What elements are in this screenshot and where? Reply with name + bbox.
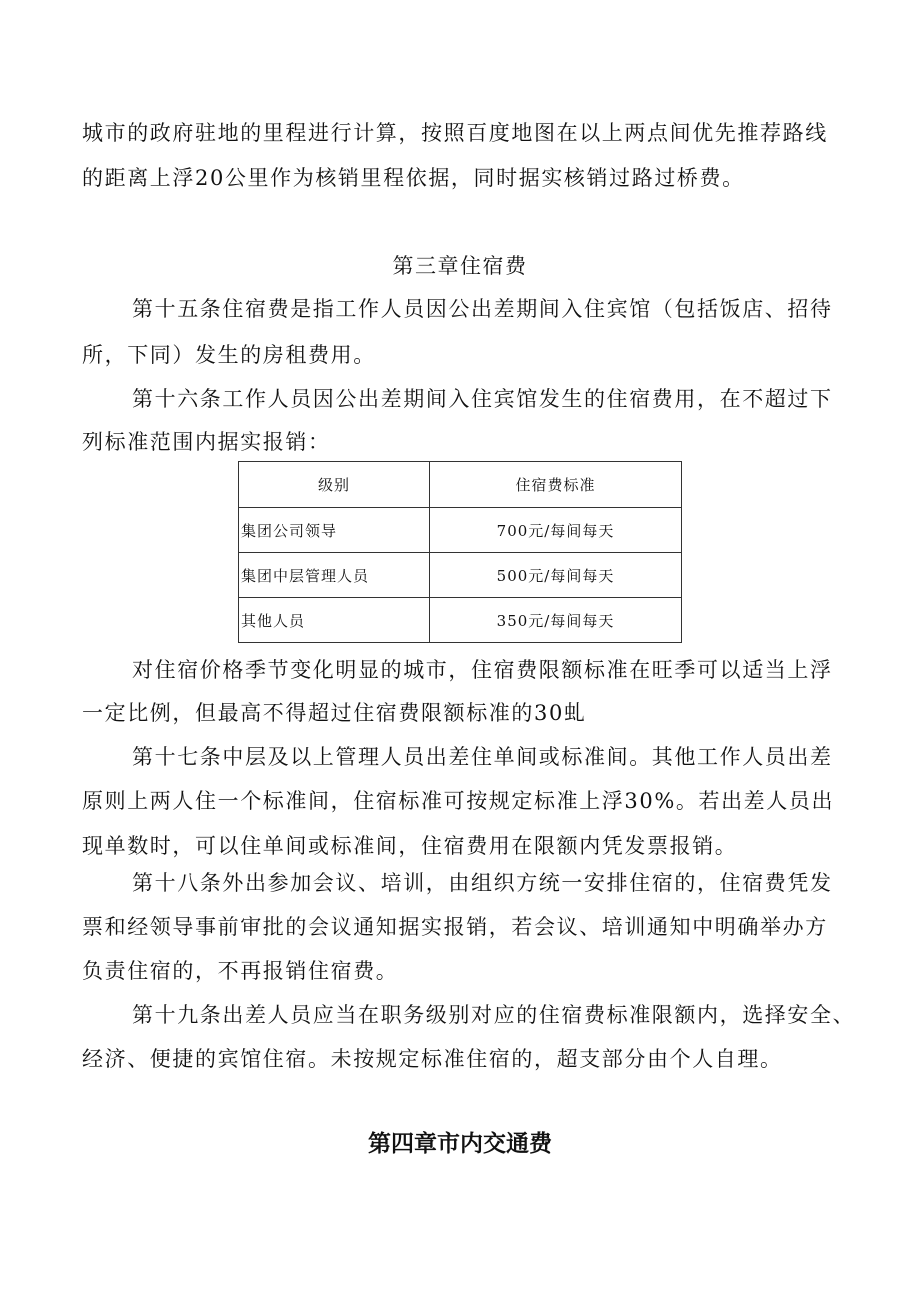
article-17-line-2: 原则上两人住一个标准间，住宿标准可按规定标准上浮30%。若出差人员出 <box>82 789 835 813</box>
table-cell-level: 集团公司领导 <box>239 508 430 553</box>
table-row <box>239 553 682 598</box>
table-row <box>239 598 682 643</box>
article-16-line-2: 列标准范围内据实报销： <box>82 430 331 454</box>
prev-paragraph-line-2: 的距离上浮20公里作为核销里程依据，同时据实核销过路过桥费。 <box>82 166 745 190</box>
article-16-line-1: 第十六条工作人员因公出差期间入住宾馆发生的住宿费用，在不超过下 <box>132 387 833 411</box>
seasonal-paragraph-line-1: 对住宿价格季节变化明显的城市，住宿费限额标准在旺季可以适当上浮 <box>132 658 833 682</box>
prev-paragraph-line-1: 城市的政府驻地的里程进行计算，按照百度地图在以上两点间优先推荐路线 <box>82 121 828 145</box>
table-cell-standard: 700元/每间每天 <box>430 508 682 553</box>
chapter-4-heading: 第四章市内交通费 <box>368 1131 552 1157</box>
table-cell-standard: 350元/每间每天 <box>430 598 682 643</box>
table-cell-level: 集团中层管理人员 <box>239 553 430 598</box>
seasonal-paragraph-line-2: 一定比例，但最高不得超过住宿费限额标准的30虬 <box>82 701 587 725</box>
article-18-line-3: 负责住宿的，不再报销住宿费。 <box>82 959 399 983</box>
article-19-line-2: 经济、便捷的宾馆住宿。未按规定标准住宿的，超支部分由个人自理。 <box>82 1047 783 1071</box>
article-18-line-1: 第十八条外出参加会议、培训，由组织方统一安排住宿的，住宿费凭发 <box>132 871 833 895</box>
article-17-line-3: 现单数时，可以住单间或标准间，住宿费用在限额内凭发票报销。 <box>82 834 738 858</box>
table-cell-standard: 500元/每间每天 <box>430 553 682 598</box>
table-header-level: 级别 <box>239 462 430 508</box>
chapter-3-heading: 第三章住宿费 <box>392 254 528 278</box>
table-cell-level: 其他人员 <box>239 598 430 643</box>
article-19-line-1: 第十九条出差人员应当在职务级别对应的住宿费标准限额内，选择安全、 <box>132 1003 856 1027</box>
article-18-line-2: 票和经领导事前审批的会议通知据实报销，若会议、培训通知中明确举办方 <box>82 915 828 939</box>
article-15-line-2: 所，下同）发生的房租费用。 <box>82 343 376 367</box>
table-header-standard: 住宿费标准 <box>430 462 682 508</box>
accommodation-standard-table <box>238 461 682 643</box>
table-row <box>239 508 682 553</box>
article-15-line-1: 第十五条住宿费是指工作人员因公出差期间入住宾馆（包括饭店、招待 <box>132 297 833 321</box>
table-header-row <box>239 462 682 508</box>
article-17-line-1: 第十七条中层及以上管理人员出差住单间或标准间。其他工作人员出差 <box>132 745 833 769</box>
